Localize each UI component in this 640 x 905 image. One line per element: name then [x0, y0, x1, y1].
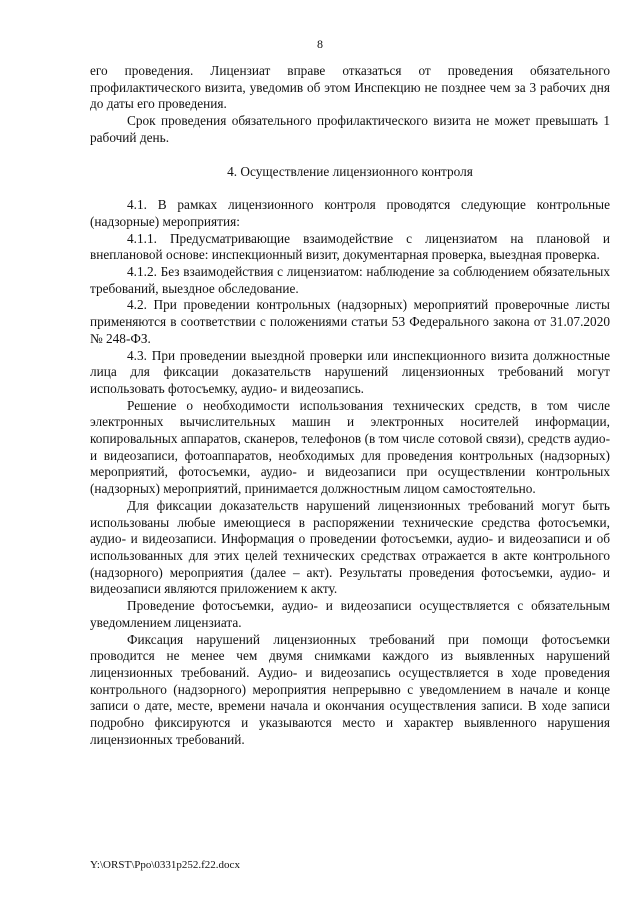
paragraph-continuation: его проведения. Лицензиат вправе отказаться от проведения обязательного профилактического визита, уведомив об этом Инспекцию не позднее чем за 3 рабочих дня до даты его проведения. [90, 63, 610, 112]
footer-file-path: Y:\ORST\Ppo\0331p252.f22.docx [90, 859, 240, 871]
paragraph-photo-video: Фиксация нарушений лицензионных требований при помощи фотосъемки проводится не менее чем двумя снимками каждого из выявленных нарушений лицензионных требований. Аудио- и видеозапись осуществляется в ходе проведения контрольного (надзорного) мероприятия непрерывно с уведомлением в начале и конце записи о дате, месте, времени начала и окончания осуществления записи. В ходе записи подробно фиксируются и указываются место и характер выявленного нарушения лицензионных требований. [90, 631, 610, 747]
section-heading: 4. Осуществление лицензионного контроля [227, 163, 473, 179]
paragraph-4-1-1: 4.1.1. Предусматривающие взаимодействие с лицензиатом на плановой и внеплановой основе: инспекционный визит, документарная проверка, выездная проверка. [90, 230, 610, 263]
paragraph-4-3: 4.3. При проведении выездной проверки или инспекционного визита должностные лица для фиксации доказательств нарушений лицензионных требований могут использовать фотосъемку, аудио- и видеозапись. [90, 347, 610, 396]
page-number: 8 [317, 37, 323, 51]
paragraph-4-1-2: 4.1.2. Без взаимодействия с лицензиатом: наблюдение за соблюдением обязательных требований, выездное обследование. [90, 264, 610, 296]
paragraph-notification: Проведение фотосъемки, аудио- и видеозаписи осуществляется с обязательным уведомлением лицензиата. [90, 598, 610, 630]
paragraph-technical-means: Решение о необходимости использования технических средств, в том числе электронных вычислительных машин и электронных носителей информации, копировальных аппаратов, сканеров, телефонов (в том числе сотовой связи), средств аудио- и видеозаписи, фотоаппаратов, необходимых для проведения контрольных (надзорных) мероприятий, фотосъемки, аудио- и видеозаписи при осуществлении контрольных (надзорных) мероприятий, принимается должностным лицом самостоятельно. [90, 397, 610, 497]
paragraph-visit-duration: Срок проведения обязательного профилактического визита не может превышать 1 рабочий день. [90, 113, 610, 145]
paragraph-4-2: 4.2. При проведении контрольных (надзорных) мероприятий проверочные листы применяются в соответствии с положениями статьи 53 Федерального закона от 31.07.2020 № 248-ФЗ. [90, 297, 610, 346]
paragraph-4-1: 4.1. В рамках лицензионного контроля проводятся следующие контрольные (надзорные) мероприятия: [90, 197, 610, 229]
paragraph-evidence-fixation: Для фиксации доказательств нарушений лицензионных требований могут быть использованы любые имеющиеся в распоряжении технические средства фотосъемки, аудио- и видеозаписи. Информация о проведении фотосъемки, аудио- и видеозаписи и об использованных для этих целей технических средствах отражается в акте контрольного (надзорного) мероприятия (далее – акт). Результаты проведения фотосъемки, аудио- и видеозаписи являются приложением к акту. [90, 497, 610, 597]
document-body [90, 63, 610, 748]
